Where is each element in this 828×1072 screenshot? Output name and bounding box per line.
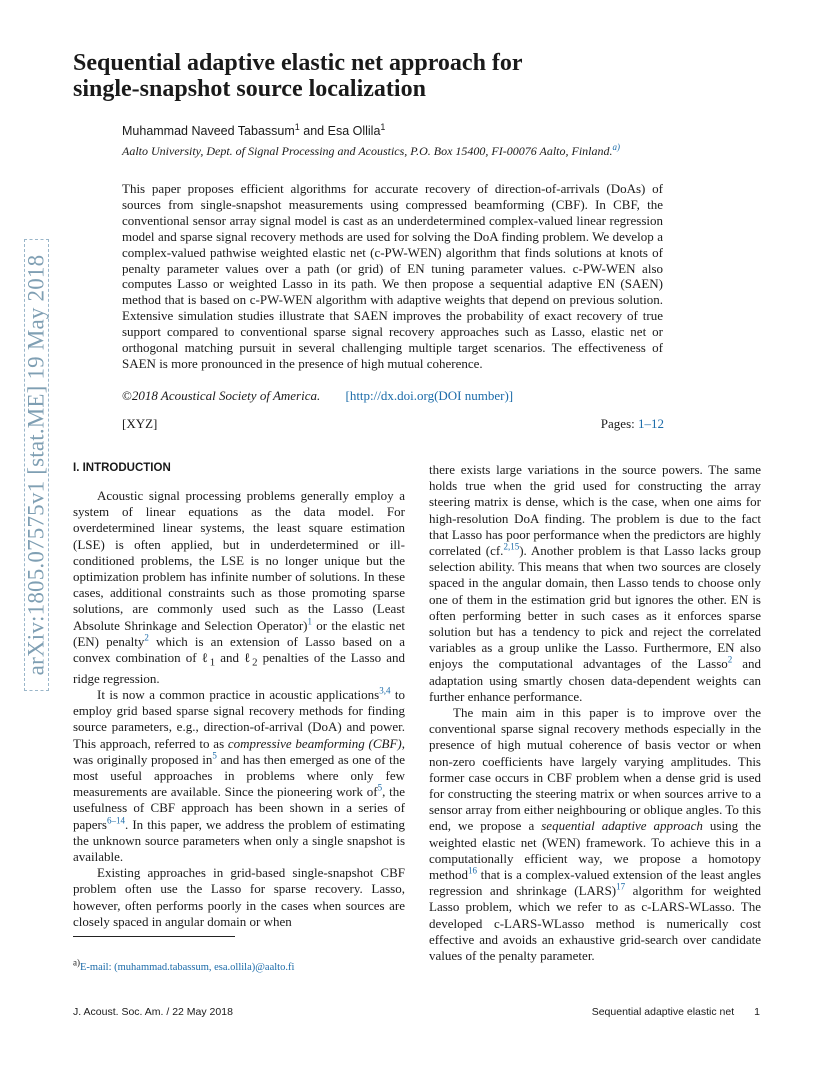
- citation-link[interactable]: 2: [144, 632, 149, 643]
- author-1-affil-mark: 1: [294, 121, 300, 132]
- pages-info: [601, 416, 664, 432]
- paper-title: [73, 50, 773, 102]
- intro-paragraph-4: The main aim in this paper is to improve over the conventional sparse signal recovery methods especially in the presence of high mutual coherence of basis vector or when non-zero coefficients have largely varying amplitudes. This former case occurs in CBF problem when a dense grid is used for constructing the steering matrix or when sources arrive to a sensor array from either neighbouring or oblique angles. To this end, we propose a sequential adaptive approach using the weighted elastic net (WEN) framework. To achieve this in a computationally efficient way, we propose a homotopy method$^{16}$ that is a complex-valued extension of the least angles regression and shrinkage (LARS)$^{17}$ algorithm for weighted Lasso problem, which we refer to as c-LARS-WLasso. The developed c-LARS-WLasso method is numerically cost effective and avoids an exhaustive grid-search over candidate values of the penalty parameter.: [429, 705, 761, 964]
- footer-running-title: Sequential adaptive elastic net: [591, 1006, 735, 1018]
- copyright-line: [122, 388, 513, 404]
- footnote-divider: [73, 936, 235, 937]
- affiliation-text: Aalto University, Dept. of Signal Processing and Acoustics, P.O. Box 15400, FI-00076 Aalto, Finland.: [122, 144, 613, 158]
- citation-link[interactable]: 5: [212, 750, 217, 761]
- page-number: 1: [754, 1006, 760, 1018]
- author-separator: and: [299, 124, 328, 138]
- abstract: This paper proposes efficient algorithms for accurate recovery of direction-of-arrivals (DoAs) of sources from single-snapshot measurements using compressed beamforming (CBF). In CBF, the conventional sensor array signal model is cast as an underdetermined complex-valued linear regression model and sparse signal recovery methods are used for solving the DoA finding problem. We develop a complex-valued pathwise weighted elastic net (c-PW-WEN) algorithm that finds solutions at knots of penalty parameter values over a path (or grid) of EN tuning parameter values. c-PW-WEN also computes Lasso or weighted Lasso in its path. We then propose a sequential adaptive EN (SAEN) method that is based on c-PW-WEN algorithm with adaptive weights that depend on previous solution. Extensive simulation studies illustrate that SAEN improves the probability of exact recovery of true support compared to conventional sparse signal recovery approaches such as Lasso, elastic net or orthogonal matching pursuit in several challenging multiple target scenarios. The effectiveness of SAEN is more pronounced in the presence of high mutual coherence.: [122, 181, 663, 371]
- email-link[interactable]: E-mail: (muhammad.tabassum, esa.ollila)@aalto.fi: [80, 962, 295, 973]
- pacs-code: [XYZ]: [122, 416, 158, 431]
- right-column: [429, 462, 761, 964]
- intro-paragraph-1: Acoustic signal processing problems generally employ a system of linear equations as the data model. For overdetermined linear systems, the least square estimation (LSE) is often applied, but in underdetermined or ill-conditioned problems, the LSE is no longer unique but the optimization problem has infinite number of solutions. In these cases, additional constraints such as those promoting sparse solutions, are commonly used such as the Lasso (Least Absolute Shrinkage and Selection Operator)$^1$ or the elastic net (EN) penalty$^2$ which is an extension of Lasso based on a convex combination of ℓ$_1$ and ℓ$_2$ penalties of the Lasso and ridge regression.: [73, 488, 405, 686]
- citation-link[interactable]: 17: [616, 881, 626, 892]
- citation-link[interactable]: 2,15: [503, 541, 520, 552]
- section-heading-introduction: I. INTRODUCTION: [73, 462, 171, 474]
- citation-link[interactable]: 6–14: [106, 815, 125, 826]
- author-2: Esa Ollila: [327, 124, 381, 138]
- author-list: [122, 121, 386, 138]
- pages-range-link[interactable]: 1–12: [638, 416, 664, 431]
- pages-label: Pages:: [600, 416, 638, 431]
- citation-link[interactable]: 1: [307, 616, 313, 627]
- left-column: [73, 488, 405, 930]
- arxiv-stamp-text: arXiv:1805.07575v1 [stat.ME] 19 May 2018: [23, 254, 49, 676]
- affiliation: [122, 143, 664, 159]
- affiliation-footnote-mark[interactable]: a): [612, 142, 621, 152]
- intro-paragraph-3-continued: there exists large variations in the source powers. The same holds true when the grid used for constructing the array steering matrix is dense, which is the case, when one aims for high-resolution DoA finding. The problem is due to the fact that Lasso has poor performance when the predictors are highly correlated (cf.$^{2,15}$). Another problem is that Lasso lacks group selection ability. This means that when two sources are closely spaced in the angular domain, then Lasso tends to choose only one of them in the estimation grid but ignores the other. EN is often performing better in such cases as it enforces sparse solution but has a tendency to pick and reject the correlated variables as a group unlike the Lasso. Furthermore, EN also enjoys the computational advantages of the Lasso$^2$ and adaptation using smartly chosen data-dependent weights can further enhance performance.: [429, 462, 762, 704]
- intro-paragraph-3: Existing approaches in grid-based single-snapshot CBF problem often use the Lasso for sparse recovery. Lasso, however, often performs poorly in the cases when sources are closely spaced in angular domain or when: [73, 865, 405, 929]
- intro-paragraph-2: It is now a common practice in acoustic applications$^{3,4}$ to employ grid based sparse signal recovery methods for finding source parameters, e.g., direction-of-arrival (DoA) and power. This approach, referred to as compressive beamforming (CBF), was originally proposed $in^5$ and has then emerged as one of the most useful approaches in problems where only few measurements are available. Since the pioneering work $of^5$, the usefulness of CBF approach has been shown in a series of papers$^{6-14}$. In this paper, we address the problem of estimating the unknown source parameters when only a single snapshot is available.: [73, 685, 405, 865]
- footer-journal: J. Acoust. Soc. Am. / 22 May 2018: [73, 1006, 233, 1018]
- copyright-text: 2018 Acoustical Society of America.: [131, 388, 321, 403]
- citation-link[interactable]: 2: [727, 655, 733, 666]
- footer-right: [592, 1006, 760, 1018]
- doi-link[interactable]: [http://dx.doi.org(DOI number)]: [345, 388, 514, 403]
- footnote: [73, 957, 295, 973]
- author-2-affil-mark: 1: [380, 121, 386, 132]
- arxiv-stamp: [24, 239, 49, 691]
- title-line-2: single-snapshot source localization: [73, 76, 426, 102]
- footnote-mark: a): [73, 957, 80, 968]
- copyright-symbol: ©: [122, 388, 132, 403]
- citation-link[interactable]: 3,4: [379, 685, 391, 696]
- author-1: Muhammad Naveed Tabassum: [122, 124, 295, 138]
- title-line-1: Sequential adaptive elastic net approach for: [73, 50, 523, 76]
- citation-link[interactable]: 5: [377, 782, 383, 793]
- citation-link[interactable]: 16: [468, 865, 477, 876]
